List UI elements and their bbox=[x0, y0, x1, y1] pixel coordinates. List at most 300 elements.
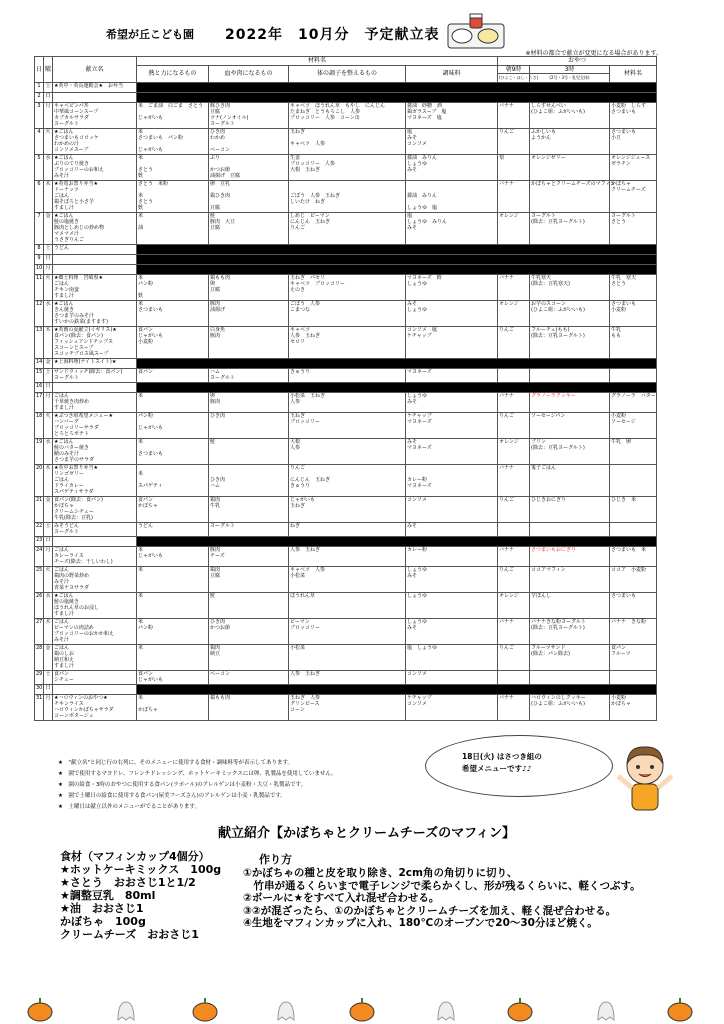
closed-fill bbox=[137, 93, 657, 103]
energy-foods: 米 かぼちゃ bbox=[137, 695, 209, 721]
energy-foods: 米 さつまいも パン粉 じゃがいも bbox=[137, 129, 209, 155]
closed-fill bbox=[137, 83, 657, 93]
closed-fill bbox=[137, 685, 657, 695]
ghost-icon bbox=[278, 1002, 294, 1020]
col-snack3: 3時 bbox=[530, 66, 610, 74]
snack-materials: バナナ きな粉 bbox=[610, 619, 657, 645]
blood-foods: 鶏もも肉 bbox=[209, 695, 289, 721]
note-line: ★ 園で使用するマヨドレ、フレンチドレッシング、ホットケーキミックスには卵、乳製品を使用していません。 bbox=[58, 771, 337, 777]
snack-morning: バナナ bbox=[498, 619, 530, 645]
day-row bbox=[35, 103, 657, 129]
body-foods: 小松菜 bbox=[289, 645, 406, 671]
day-of-week: 日 bbox=[44, 685, 53, 695]
snack-materials: ヨーグルト さとう bbox=[610, 213, 657, 245]
day-row bbox=[35, 523, 657, 537]
seasonings: 醤油 みりん しょうゆ 塩 bbox=[406, 181, 498, 213]
day-row bbox=[35, 671, 657, 685]
day-of-week: 木 bbox=[44, 619, 53, 645]
snack-afternoon: ソーセージパン bbox=[530, 413, 610, 439]
ingredient-item: クリームチーズ おおさじ1 bbox=[60, 928, 199, 941]
day-of-week: 火 bbox=[44, 275, 53, 301]
note-line: ★ 土曜日は献立以外のメニューがでることがあります。 bbox=[58, 804, 200, 810]
energy-foods: パン粉 じゃがいも bbox=[137, 413, 209, 439]
ingredient-item: かぼちゃ 100g bbox=[60, 915, 146, 928]
day-of-week: 金 bbox=[44, 213, 53, 245]
menu-name: うどん bbox=[53, 245, 137, 255]
pumpkin-icon bbox=[193, 998, 217, 1021]
day-row bbox=[35, 327, 657, 359]
body-foods: 小松菜 玉ねぎ 人参 bbox=[289, 393, 406, 413]
day-row bbox=[35, 547, 657, 567]
pumpkin-icon bbox=[350, 998, 374, 1021]
day-number: 4 bbox=[35, 129, 44, 155]
menu-name: ★英画の夏献立(イギリス)★ 食パン(除去：食パン) フィッシュアンドチップス スコーンとスープ スコッチブロス風スープ bbox=[53, 327, 137, 359]
ingredient-item: ★調整豆乳 80ml bbox=[60, 889, 156, 902]
snack-morning bbox=[498, 369, 530, 383]
snack-afternoon: オレンジゼリー bbox=[530, 155, 610, 181]
day-number: 11 bbox=[35, 275, 44, 301]
snack-morning bbox=[498, 671, 530, 685]
snack-afternoon: 牛乳寒天 (除去：豆乳寒天) bbox=[530, 275, 610, 301]
snack-afternoon: かぼちゃとクリームチーズのマフィン bbox=[530, 181, 610, 213]
day-of-week: 火 bbox=[44, 129, 53, 155]
blood-foods: 豚肉 チーズ bbox=[209, 547, 289, 567]
snack-materials: グラノーラ バター bbox=[610, 393, 657, 413]
bubble-line-2: 希望メニューです♪♪ bbox=[462, 764, 532, 773]
snack-morning: りんご bbox=[498, 645, 530, 671]
seasonings: みそ しょうゆ bbox=[406, 301, 498, 327]
menu-name: ごはん 鶏肉の野菜炒め みそ汁 青菜ナヨサラダ bbox=[53, 567, 137, 593]
menu-table bbox=[34, 56, 657, 721]
day-of-week: 木 bbox=[44, 181, 53, 213]
blood-foods: 鮭 豚肉 大豆 豆腐 bbox=[209, 213, 289, 245]
day-of-week: 水 bbox=[44, 155, 53, 181]
closed-fill bbox=[137, 245, 657, 255]
snack-materials: ココア 小麦粉 bbox=[610, 567, 657, 593]
day-of-week: 火 bbox=[44, 567, 53, 593]
day-row bbox=[35, 695, 657, 721]
blood-foods: ひき肉 かつお節 bbox=[209, 619, 289, 645]
day-row bbox=[35, 255, 657, 265]
menu-name: みそうどん ヨーグルト bbox=[53, 523, 137, 537]
day-of-week: 木 bbox=[44, 327, 53, 359]
day-row bbox=[35, 181, 657, 213]
snack-morning: バナナ bbox=[498, 275, 530, 301]
blood-foods: ひき肉 わかめ ベーコン bbox=[209, 129, 289, 155]
energy-foods: 食パン かぼちゃ bbox=[137, 497, 209, 523]
snack-afternoon: ふかしいも ようかん bbox=[530, 129, 610, 155]
day-row bbox=[35, 645, 657, 671]
snack-materials: 小麦粉 ソーセージ bbox=[610, 413, 657, 439]
body-foods: ごぼう 人参 こまつな bbox=[289, 301, 406, 327]
day-of-week: 土 bbox=[44, 83, 53, 93]
day-of-week: 月 bbox=[44, 695, 53, 721]
body-foods: しめじ ピーマン にんじん 玉ねぎ りんご bbox=[289, 213, 406, 245]
closed-fill bbox=[137, 537, 657, 547]
ingredients-title: 食材（マフィンカップ4個分） bbox=[60, 850, 210, 863]
seasonings: 塩 しょうゆ みりん みそ bbox=[406, 213, 498, 245]
snack-materials bbox=[610, 671, 657, 685]
menu-name: ごはん 千草焼き肉炒め すまし汁 bbox=[53, 393, 137, 413]
day-of-week: 水 bbox=[44, 439, 53, 465]
blood-foods: ぶり かつお節 油揚げ 豆腐 bbox=[209, 155, 289, 181]
snack-morning: オレンジ bbox=[498, 593, 530, 619]
snack-afternoon: バナナきな粉ヨーグルト (除去：豆乳ヨーグルト) bbox=[530, 619, 610, 645]
day-number: 31 bbox=[35, 695, 44, 721]
menu-name: ★ぷつき組希望メニュー★ ハンバーグ ブロッコリーサラダ とろとろポテト bbox=[53, 413, 137, 439]
day-number: 29 bbox=[35, 671, 44, 685]
day-number: 30 bbox=[35, 685, 44, 695]
seasonings: 塩 みそ コンソメ bbox=[406, 129, 498, 155]
seasonings: マヨネーズ 酢 しょうゆ bbox=[406, 275, 498, 301]
energy-foods: 米 bbox=[137, 593, 209, 619]
day-row bbox=[35, 497, 657, 523]
seasonings: しょうゆ みそ bbox=[406, 393, 498, 413]
menu-name: ★英中お祭り弁当★ リンゴゼリー ごはん ドライカレー スパゲティサラダ bbox=[53, 465, 137, 497]
body-foods: キャベツ 人参 玉ねぎ セロリ bbox=[289, 327, 406, 359]
energy-foods: 米 パン粉 bbox=[137, 619, 209, 645]
body-foods: きゅうり bbox=[289, 369, 406, 383]
closed-fill bbox=[137, 265, 657, 275]
snack-materials: ひじき 米 bbox=[610, 497, 657, 523]
menu-name bbox=[53, 255, 137, 265]
body-foods: 生姜 ブロッコリー 人参 大根 玉ねぎ bbox=[289, 155, 406, 181]
snack-materials: さつまいも 小麦粉 bbox=[610, 301, 657, 327]
day-row bbox=[35, 301, 657, 327]
seasonings: しょうゆ bbox=[406, 593, 498, 619]
day-row bbox=[35, 619, 657, 645]
pumpkin-icon bbox=[508, 998, 532, 1021]
snack-afternoon: お芋のスコーン (ひよこ組：ふがいいも) bbox=[530, 301, 610, 327]
blood-foods: 鶏肉 豆腐 bbox=[209, 567, 289, 593]
snack-afternoon: 芋ぽんし bbox=[530, 593, 610, 619]
day-number: 18 bbox=[35, 413, 44, 439]
seasonings: 醤油 砂糖 酒 鶏ガラスープ 塩 マヨネーズ 塩 bbox=[406, 103, 498, 129]
snack-afternoon: ココアマフィン bbox=[530, 567, 610, 593]
col-snack9: 朝9時 bbox=[498, 66, 530, 74]
day-row bbox=[35, 265, 657, 275]
menu-body bbox=[35, 83, 657, 721]
day-number: 24 bbox=[35, 547, 44, 567]
day-of-week: 金 bbox=[44, 497, 53, 523]
snack-materials: 小麦粉 かぼちゃ bbox=[610, 695, 657, 721]
body-foods: ねぎ bbox=[289, 523, 406, 537]
recipe-step: 竹串が通るくらいまで電子レンジで柔らかくし、形が残るくらいに、軽くつぶす。 bbox=[243, 879, 641, 892]
body-foods: じゃがいも 玉ねぎ bbox=[289, 497, 406, 523]
day-number: 19 bbox=[35, 439, 44, 465]
child-illustration bbox=[614, 742, 676, 814]
day-number: 1 bbox=[35, 83, 44, 93]
energy-foods: 米 ごま油 白ごま さとう じゃがいも bbox=[137, 103, 209, 129]
snack-morning: りんご bbox=[498, 567, 530, 593]
seasonings: しょうゆ みそ bbox=[406, 619, 498, 645]
snack-morning: オレンジ bbox=[498, 439, 530, 465]
energy-foods: さとう 米粉 米 さとう 麩 bbox=[137, 181, 209, 213]
snack-afternoon bbox=[530, 369, 610, 383]
notice-text: ※材料の都合で献立が変更になる場合があります。 bbox=[525, 50, 662, 57]
menu-name: ★ごはん ぶりのてり焼き ブロッコリーのお和え みそ汁 bbox=[53, 155, 137, 181]
menu-name: ★ごはん 鮭の塩焼き 豚肉としめじの炒め物 マメマメ汁 うさぎりんご bbox=[53, 213, 137, 245]
day-of-week: 水 bbox=[44, 301, 53, 327]
menu-name: キャベビンパ丼 中華風コーンスープ カブカルサラダ ヨーグルト bbox=[53, 103, 137, 129]
blood-foods: 卵 豚肉 bbox=[209, 393, 289, 413]
day-of-week: 日 bbox=[44, 255, 53, 265]
snack-afternoon: さつまいもおにぎり bbox=[530, 547, 610, 567]
day-of-week: 日 bbox=[44, 93, 53, 103]
snack-afternoon: ハロウィンのしクッキー (ひよこ組：ふがいいも) bbox=[530, 695, 610, 721]
closed-fill bbox=[137, 383, 657, 393]
body-foods: キャベツ 人参 小松菜 bbox=[289, 567, 406, 593]
energy-foods: 米 スパゲティ bbox=[137, 465, 209, 497]
snack-afternoon: グラノーラクッキー bbox=[530, 393, 610, 413]
seasonings: カレー粉 bbox=[406, 547, 498, 567]
day-row bbox=[35, 567, 657, 593]
note-line: ★ 園で土曜日の給食に使用する食パン(屋美フーズさん)のアレルゲンは小麦・乳製品です。 bbox=[58, 793, 286, 799]
blood-foods: 鶏もも肉 卵 豆腐 bbox=[209, 275, 289, 301]
snack-materials bbox=[610, 465, 657, 497]
snack-materials: 牛乳 卵 bbox=[610, 439, 657, 465]
snack-materials: オレンジジュース ゼラチン bbox=[610, 155, 657, 181]
day-number: 28 bbox=[35, 645, 44, 671]
snack-afternoon: 鬼子ごはん bbox=[530, 465, 610, 497]
speech-bubble-text bbox=[462, 751, 542, 775]
blood-foods: ひき肉 ハム bbox=[209, 465, 289, 497]
col-snack9-sub: (ひよこ・ほし・うさ) bbox=[498, 74, 530, 83]
snack-afternoon: プリン (除去：豆乳ヨーグルト) bbox=[530, 439, 610, 465]
blood-foods: 鮭 bbox=[209, 439, 289, 465]
ingredient-item: ★ホットケーキミックス 100g bbox=[60, 863, 222, 876]
snack-morning: オレンジ bbox=[498, 301, 530, 327]
day-of-week: 土 bbox=[44, 245, 53, 255]
energy-foods: 米 bbox=[137, 645, 209, 671]
menu-name: ★ごはん 鮭の塩焼き ほうれん草のお浸し すまし汁 bbox=[53, 593, 137, 619]
day-number: 14 bbox=[35, 359, 44, 369]
menu-name: ★英電お祭り弁当★ ドーナッツ ごはん 鶏そぼろと小さ芋 すまし汁 bbox=[53, 181, 137, 213]
energy-foods: 米 bbox=[137, 393, 209, 413]
page-header bbox=[0, 0, 724, 60]
snack-morning: りんご bbox=[498, 497, 530, 523]
col-season: 調味料 bbox=[406, 66, 498, 83]
body-foods: ごぼう 人参 玉ねぎ しいたけ ねぎ bbox=[289, 181, 406, 213]
day-row bbox=[35, 369, 657, 383]
lunch-tray-illustration bbox=[446, 10, 506, 50]
day-number: 5 bbox=[35, 155, 44, 181]
body-foods: キャベツ ほうれん草 もやし にんじん たまねぎ とうもろこし 人参 ブロッコリー 人参 コーン缶 bbox=[289, 103, 406, 129]
snack-materials: さつまいも 小豆 bbox=[610, 129, 657, 155]
snack-morning: 梨 bbox=[498, 155, 530, 181]
energy-foods: 米 bbox=[137, 567, 209, 593]
blood-foods: 鶏肉 牛乳 bbox=[209, 497, 289, 523]
energy-foods: 米 さつまいも bbox=[137, 439, 209, 465]
day-number: 15 bbox=[35, 369, 44, 383]
day-number: 7 bbox=[35, 213, 44, 245]
seasonings: ケチャップ マヨネーズ bbox=[406, 413, 498, 439]
day-of-week: 土 bbox=[44, 523, 53, 537]
col-energy: 熱と力になるもの bbox=[137, 66, 209, 83]
day-number: 22 bbox=[35, 523, 44, 537]
pumpkin-icon bbox=[28, 998, 52, 1021]
energy-foods: 米 油 bbox=[137, 213, 209, 245]
blood-foods: 豚ひき肉 豆腐 ツナ(ノンオイル) ヨーグルト bbox=[209, 103, 289, 129]
menu-name bbox=[53, 537, 137, 547]
snack-afternoon: ひじきおにぎり bbox=[530, 497, 610, 523]
day-row bbox=[35, 83, 657, 93]
menu-name: ごはん 鶏のしお 納豆和え すまし汁 bbox=[53, 645, 137, 671]
day-of-week: 月 bbox=[44, 547, 53, 567]
recipe-step: ②ボールに★をすべて入れ混ぜ合わせる。 bbox=[243, 892, 440, 904]
snack-morning: バナナ bbox=[498, 181, 530, 213]
day-row bbox=[35, 413, 657, 439]
snack-materials: さつまいも bbox=[610, 593, 657, 619]
note-line: ★ 園の給食・3時のおやつに使用する食パン(ラポール)のアレルゲンは小麦粉・大豆・乳製品です。 bbox=[58, 782, 307, 788]
menu-name: ごはん カレーライス チーズ(除去：干しいわし) bbox=[53, 547, 137, 567]
day-of-week: 土 bbox=[44, 671, 53, 685]
blood-foods: ヨーグルト bbox=[209, 523, 289, 537]
energy-foods: 米 じゃがいも bbox=[137, 547, 209, 567]
blood-foods: ひき肉 bbox=[209, 413, 289, 439]
snack-materials: かぼちゃ クリームチーズ bbox=[610, 181, 657, 213]
body-foods: りんご にんじん 玉ねぎ きゅうり bbox=[289, 465, 406, 497]
seasonings: 塩 しょうゆ bbox=[406, 645, 498, 671]
seasonings: しょうゆ みそ bbox=[406, 567, 498, 593]
day-number: 26 bbox=[35, 593, 44, 619]
menu-name bbox=[53, 685, 137, 695]
col-snack-materials: 材料名 bbox=[610, 66, 657, 83]
day-number: 12 bbox=[35, 301, 44, 327]
day-number: 10 bbox=[35, 265, 44, 275]
day-of-week: 日 bbox=[44, 383, 53, 393]
menu-name: サンドウィッチ(除去：食パン) ヨーグルト bbox=[53, 369, 137, 383]
day-of-week: 土 bbox=[44, 369, 53, 383]
day-row bbox=[35, 213, 657, 245]
menu-name: ★英中・英長運動会★ お弁当 bbox=[53, 83, 137, 93]
day-row bbox=[35, 393, 657, 413]
day-of-week: 水 bbox=[44, 593, 53, 619]
energy-foods: うどん bbox=[137, 523, 209, 537]
body-foods: 大根 人参 bbox=[289, 439, 406, 465]
day-of-week: 金 bbox=[44, 645, 53, 671]
col-materials: 材料名 bbox=[137, 57, 498, 66]
blood-foods: 鮭 bbox=[209, 593, 289, 619]
col-body: 体の調子を整えるもの bbox=[289, 66, 406, 83]
closed-fill bbox=[137, 359, 657, 369]
snack-afternoon bbox=[530, 671, 610, 685]
body-foods: 人参 玉ねぎ bbox=[289, 671, 406, 685]
body-foods: 玉ねぎ パセリ キャベツ ブロッコリー えのき bbox=[289, 275, 406, 301]
recipe-steps bbox=[243, 867, 641, 930]
day-of-week: 日 bbox=[44, 537, 53, 547]
notes bbox=[58, 758, 337, 813]
day-row bbox=[35, 537, 657, 547]
day-row bbox=[35, 685, 657, 695]
ghost-icon bbox=[438, 1002, 454, 1020]
col-snack3-sub: (2号・3号・乳児全体) bbox=[530, 74, 610, 83]
closed-fill bbox=[137, 255, 657, 265]
menu-name: ★ごはん さつまいもコロッケ わかめの汁 コンソメスープ bbox=[53, 129, 137, 155]
day-number: 25 bbox=[35, 567, 44, 593]
blood-foods: 卵 豆乳 鶏ひき肉 豆腐 bbox=[209, 181, 289, 213]
recipe-step: ④生地をマフィンカップに入れ、180℃のオーブンで20～30分ほど焼く。 bbox=[243, 917, 598, 929]
day-number: 16 bbox=[35, 383, 44, 393]
day-number: 9 bbox=[35, 255, 44, 265]
snack-morning: バナナ bbox=[498, 103, 530, 129]
menu-name: ごはん ピーマンの肉詰め ブロッコリーのおかか和え みそ汁 bbox=[53, 619, 137, 645]
col-day: 日 bbox=[35, 57, 44, 83]
snack-afternoon bbox=[530, 523, 610, 537]
day-number: 6 bbox=[35, 181, 44, 213]
note-line: ★ "献立名"と同じ行の右列に、そのメニューに使用する食材・調味料等が表示してあります。 bbox=[58, 760, 294, 766]
day-row bbox=[35, 245, 657, 255]
blood-foods: 豚肉 油揚げ bbox=[209, 301, 289, 327]
day-row bbox=[35, 383, 657, 393]
energy-foods: 米 さつまいも bbox=[137, 301, 209, 327]
seasonings: みそ マヨネーズ bbox=[406, 439, 498, 465]
col-menu: 献立名 bbox=[53, 57, 137, 83]
snack-materials bbox=[610, 369, 657, 383]
snack-afternoon: フルーチェ(もも) (除去：豆乳ヨーグルト) bbox=[530, 327, 610, 359]
day-number: 27 bbox=[35, 619, 44, 645]
day-of-week: 月 bbox=[44, 103, 53, 129]
ghost-icon bbox=[118, 1002, 134, 1020]
steps-title: 作り方 bbox=[259, 853, 292, 866]
body-foods: 玉ねぎ 人参 グリンピース コーン bbox=[289, 695, 406, 721]
day-number: 13 bbox=[35, 327, 44, 359]
recipe-title: 献立紹介【かぼちゃとクリームチーズのマフィン】 bbox=[218, 826, 516, 841]
day-row bbox=[35, 593, 657, 619]
body-foods: 玉ねぎ キャベツ 人参 bbox=[289, 129, 406, 155]
day-number: 20 bbox=[35, 465, 44, 497]
snack-materials bbox=[610, 523, 657, 537]
menu-name bbox=[53, 383, 137, 393]
snack-morning: バナナ bbox=[498, 465, 530, 497]
day-of-week: 月 bbox=[44, 393, 53, 413]
ingredient-item: ★油 おおさじ1 bbox=[60, 902, 144, 915]
seasonings: ケチャップ コンソメ bbox=[406, 695, 498, 721]
seasonings: コンソメ bbox=[406, 671, 498, 685]
snack-morning: バナナ bbox=[498, 547, 530, 567]
menu-name bbox=[53, 265, 137, 275]
page-title: 2022年 10月分 予定献立表 bbox=[225, 27, 440, 43]
blood-foods: 鶏肉 納豆 bbox=[209, 645, 289, 671]
recipe-ingredients bbox=[60, 850, 221, 941]
day-number: 3 bbox=[35, 103, 44, 129]
snack-afternoon: ヨーグルト (除去：豆乳ヨーグルト) bbox=[530, 213, 610, 245]
day-of-week: 月 bbox=[44, 265, 53, 275]
snack-materials: 牛乳 寒天 さとう bbox=[610, 275, 657, 301]
day-row bbox=[35, 275, 657, 301]
menu-name: ★上海料理(ナイトスイト)★ bbox=[53, 359, 137, 369]
menu-name: 食パン(除去：食パン) かぼちゃ クリームシチュー 牛乳(除去：豆乳) bbox=[53, 497, 137, 523]
seasonings: 醤油 みりん しょうゆ みそ bbox=[406, 155, 498, 181]
blood-foods: ハム ヨーグルト bbox=[209, 369, 289, 383]
body-foods: 人参 玉ねぎ bbox=[289, 547, 406, 567]
seasonings: マヨネーズ bbox=[406, 369, 498, 383]
day-number: 21 bbox=[35, 497, 44, 523]
day-row bbox=[35, 93, 657, 103]
body-foods: 玉ねぎ ブロッコリー bbox=[289, 413, 406, 439]
menu-name: ★ハロウィンのおやつ★ チキンライス ハロウィンかぼちゃサラダ コーンポタージュ bbox=[53, 695, 137, 721]
day-row bbox=[35, 129, 657, 155]
seasonings: みそ bbox=[406, 523, 498, 537]
body-foods: ほうれん草 bbox=[289, 593, 406, 619]
snack-materials: 牛乳 もも bbox=[610, 327, 657, 359]
recipe-step: ③②が混ざったら、①のかぼちゃとクリームチーズを加え、軽く混ぜ合わせる。 bbox=[243, 904, 617, 917]
ghost-icon bbox=[598, 1002, 614, 1020]
snack-morning: りんご bbox=[498, 413, 530, 439]
seasonings: コンソメ 塩 ケチャップ bbox=[406, 327, 498, 359]
energy-foods: 食パン じゃがいも bbox=[137, 671, 209, 685]
col-dow: 曜 bbox=[44, 57, 53, 83]
